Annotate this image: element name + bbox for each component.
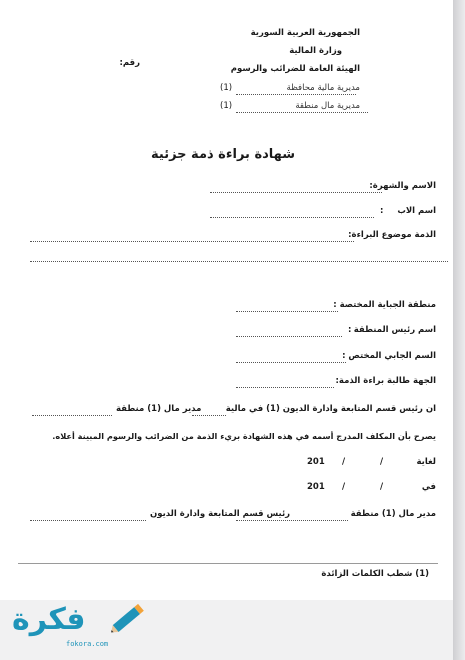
republic-name: الجمهورية العربية السورية <box>250 28 360 38</box>
footnote-mark-1: (1) <box>220 83 233 93</box>
directorate-governorate-label: مديرية مالية محافظة <box>286 83 360 93</box>
region-director-signature: مدير مال (1) منطقة <box>350 509 436 519</box>
footnote-mark-2: (1) <box>220 101 233 111</box>
in-slash-2: / <box>342 482 346 492</box>
liability-blank-2 <box>30 261 448 262</box>
father-blank <box>210 217 374 218</box>
head-of-section-signature: رئيس قسم المتابعة وادارة الديون <box>150 509 291 519</box>
document-title: شهادة براءة ذمة جزئية <box>151 147 296 162</box>
watermark-logo <box>6 600 156 656</box>
collection-region-label: منطقة الجباية المختصة : <box>333 300 436 310</box>
until-slash-2: / <box>342 457 346 467</box>
statement-line1-end: مدير مال (1) منطقة <box>116 404 202 414</box>
head-of-section-blank <box>30 520 146 521</box>
father-label: اسم الاب <box>397 206 436 216</box>
collector-label: السم الجابي المختص : <box>342 351 436 361</box>
directorate-governorate-blank <box>236 94 356 95</box>
statement-region-blank <box>32 415 112 416</box>
in-year: 201 <box>307 482 325 492</box>
until-year: 201 <box>307 457 325 467</box>
in-label: في <box>421 482 436 492</box>
collection-region-blank <box>236 311 338 312</box>
directorate-region-blank <box>236 112 368 113</box>
watermark-url: fokora.com <box>66 640 109 648</box>
region-director-blank <box>236 520 348 521</box>
watermark-word: فكرة <box>12 602 86 637</box>
region-head-label: اسم رئيس المنطقة <box>353 325 436 335</box>
liability-blank-1 <box>30 241 354 242</box>
collector-blank <box>236 362 346 363</box>
name-label: الاسم والشهرة: <box>369 181 436 191</box>
directorate-region-label: مديرية مال منطقة <box>295 101 360 111</box>
requesting-party-label: الجهة طالبة براءة الذمة: <box>335 376 436 386</box>
name-blank <box>210 192 382 193</box>
region-head-blank <box>236 336 342 337</box>
statement-line1-start: ان رئيس قسم المتابعة وادارة الديون (1) في مالية <box>225 404 436 414</box>
number-label: رقم: <box>119 58 140 68</box>
until-slash-1: / <box>380 457 384 467</box>
statement-line2: يصرح بأن المكلف المدرج أسمه في هذه الشهادة بريء الذمة من الضرائب والرسوم المبينة أعلاه. <box>52 431 436 441</box>
until-label: لغاية <box>416 457 436 467</box>
liability-label: الذمة موضوع البراءة: <box>348 230 436 240</box>
page-edge-shadow <box>453 0 465 660</box>
in-slash-1: / <box>380 482 384 492</box>
statement-finance-blank <box>192 415 226 416</box>
footnote-text: (1) شطب الكلمات الزائدة <box>321 569 429 579</box>
region-head-colon: : <box>348 325 352 335</box>
authority-name: الهيئة العامة للضرائب والرسوم <box>230 64 360 74</box>
requesting-party-blank <box>236 387 334 388</box>
pencil-icon <box>106 596 152 640</box>
father-colon: : <box>380 206 384 216</box>
ministry-name: وزارة المالية <box>289 46 342 56</box>
footnote-separator <box>18 563 438 564</box>
